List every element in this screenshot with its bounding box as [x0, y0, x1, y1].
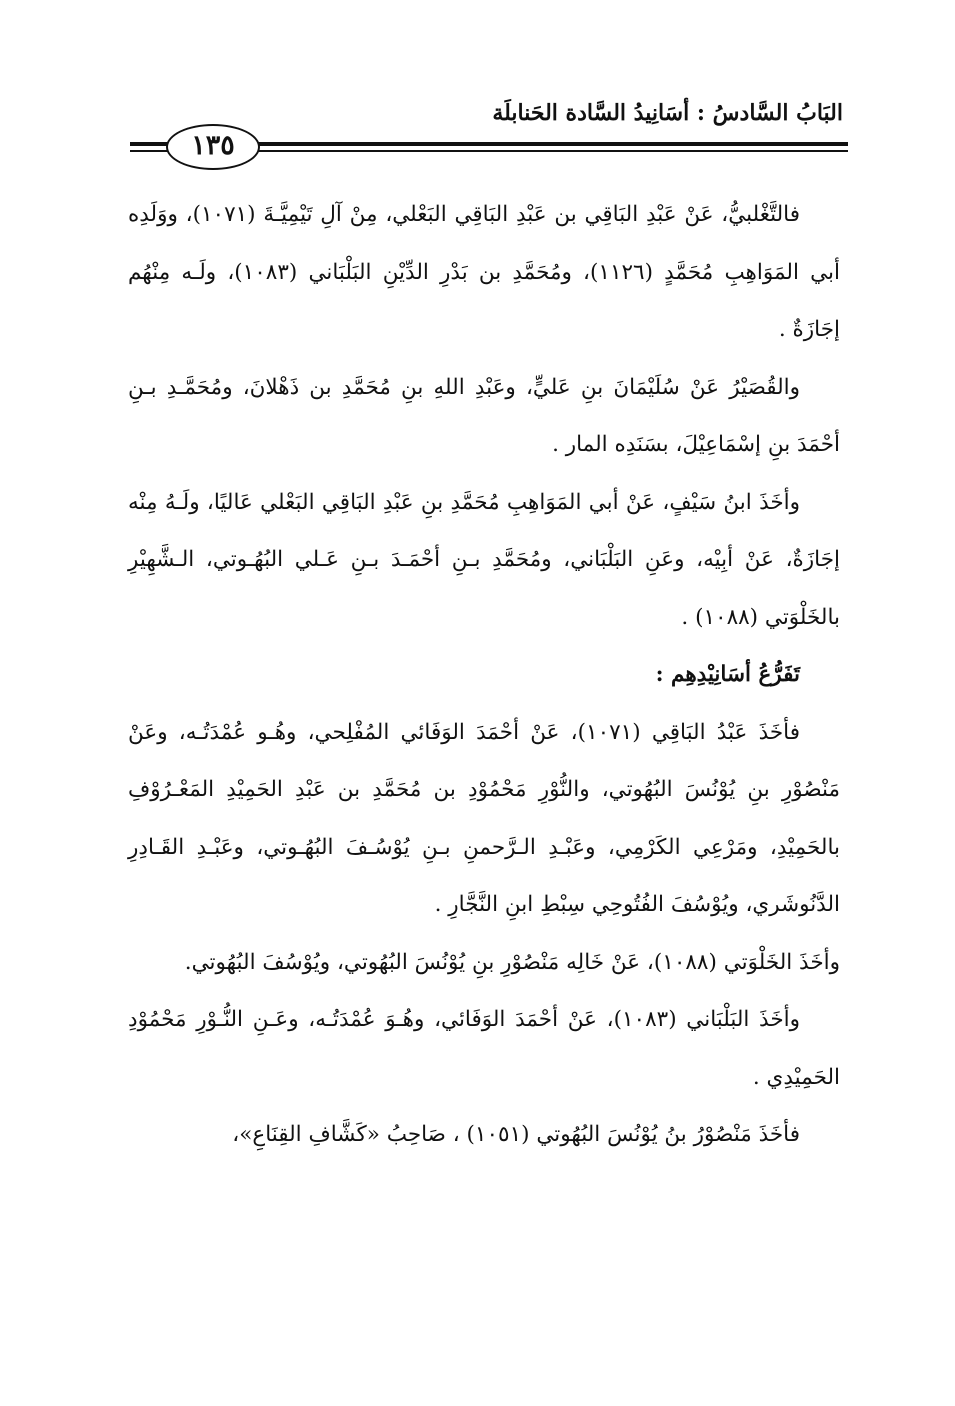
paragraph-2: والقُصَيْرُ عَنْ سُلَيْمَانَ بنِ عَليٍّ، وعَبْدِ اللهِ بنِ مُحَمَّدِ بن ذَهْلانَ، ومُحَمَّـدِ بـنِ أحْمَدَ بنِ إسْمَاعِيْلَ، بسَنَدِه المار . [128, 374, 840, 457]
paragraph-5: وأخَذَ الخَلْوَتي (١٠٨٨)، عَنْ خَالِه مَنْصُوْرِ بنِ يُوْنُسَ البُهُوتي، ويُوْسُفَ البُهُوتي. [184, 949, 840, 975]
paragraph-3: وأخَذَ ابنُ سَيْفٍ، عَنْ أبي المَوَاهِبِ مُحَمَّدِ بنِ عَبْدِ البَاقِي البَعْلي عَاليًا، ولَـهُ مِنْه إجَازَةٌ، عَنْ أبِيْه، وعَنِ البَلْبَاني، ومُحَمَّدِ بـنِ أحْمَـدَ بـنِ عَـلي البُهُـوتي، الـشَّهِيْرِ بالخَلْوَتي (١٠٨٨) . [128, 489, 840, 630]
paragraph-7: فأخَذَ مَنْصُوْرُ بنُ يُوْنُسَ البُهُوتي (١٠٥١) ، صَاحِبُ «كَشَّافِ القِنَاعِ»، [232, 1122, 800, 1147]
paragraph-6: وأخَذَ البَلْبَاني (١٠٨٣)، عَنْ أحْمَدَ الوَفَائي، وهُـوَ عُمْدَتُـه، وعَـنِ النُّـوْرِ مَحْمُوْدِ الحَمِيْدِي . [128, 1007, 840, 1090]
paragraph-4: فأخَذَ عَبْدُ البَاقِي (١٠٧١)، عَنْ أحْمَدَ الوَفَائي المُفْلِحي، وهُـو عُمْدَتُـه، وعَنْ مَنْصُوْرِ بنِ يُوْنُسَ البُهُوتي، والنُّوْرِ مَحْمُوْدِ بن مُحَمَّدِ بن عَبْدِ الحَمِيْدِ المَعْـرُوْفِ بالحَمِيْدِ، ومَرْعِي الكَرْمِي، وعَبْـدِ الـرَّحمنِ بـنِ يُوْسُـفَ البُهُـوتي، وعَبْـدِ القَـادِرِ الدَّنُوشَري، ويُوْسُفَ الفُتُوحِي سِبْطِ ابنِ النَّجَّارِ . [128, 719, 840, 917]
section-subheading: تَفَرُّعُ أسَانِيْدِهِم : [655, 662, 800, 687]
body-text [128, 186, 840, 1164]
paragraph-1: فالتَّغْلبيُّ، عَنْ عَبْدِ البَاقِي بن عَبْدِ البَاقِي البَعْلي، مِنْ آلِ تَيْمِيَّـةَ (١٠٧١)، ووَلَدِه أبي المَوَاهِبِ مُحَمَّدٍ (١١٢٦)، ومُحَمَّدِ بن بَدْرِ الدِّيْنِ البَلْبَاني (١٠٨٣)، ولَـه مِنْهُم إجَازَةٌ . [128, 202, 840, 342]
page-number-badge: ١٣٥ [166, 124, 260, 170]
running-header: البَابُ السَّادسُ : أسَانِيدُ السَّادة الحَنابلَة [492, 100, 843, 126]
